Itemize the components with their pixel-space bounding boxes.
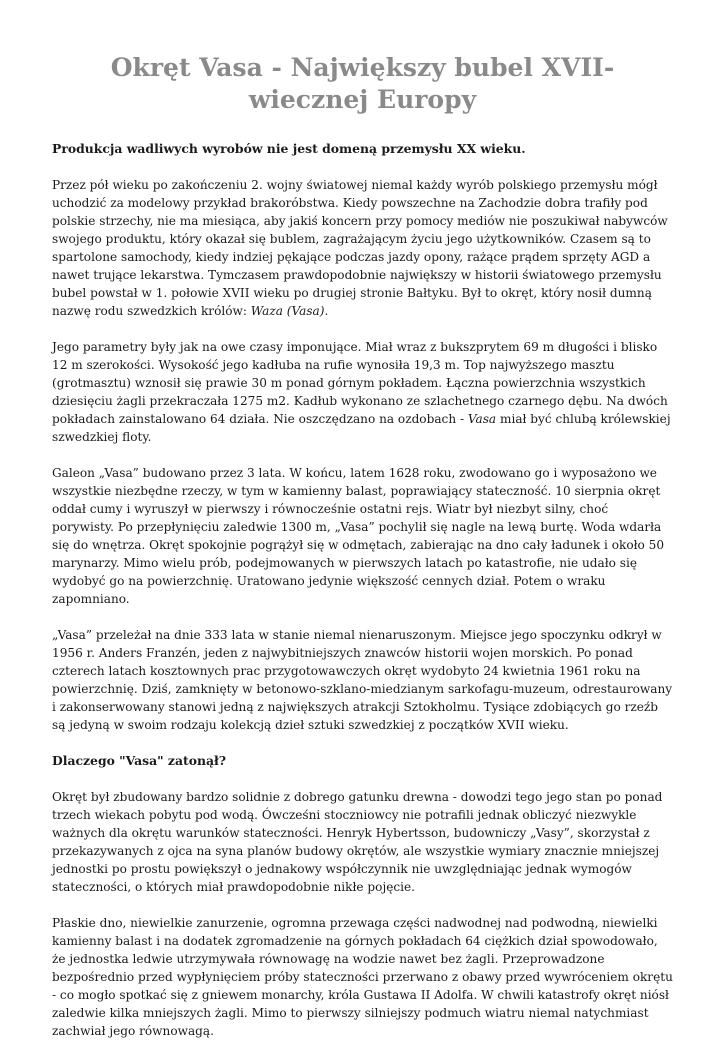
- paragraph-3: Galeon „Vasa” budowano przez 3 lata. W końcu, latem 1628 roku, zwodowano go i wyposażono we wszystkie niezbędne rzeczy, w tym w kamienny balast, poprawiający stateczność. 10 sierpnia okręt oddał cumy i wyruszył w pierwszy i równocześnie ostatni rejs. Wiatr był niezbyt silny, choć porywisty. Po przepłynięciu zaledwie 1300 m, „Vasa” pochylił się nagle na lewą burtę. Woda wdarła się do wnętrza. Okręt spokojnie pogrążył się w odmętach, zabierając na dno cały ładunek i około 50 marynarzy. Mimo wielu prób, podejmowanych w pierwszych latach po katastrofie, nie udało się wydobyć go na powierzchnię. Uratowano jedynie większość cennych dział. Potem o wraku zapomniano.: [52, 466, 665, 606]
- paragraph-4: „Vasa” przeleżał na dnie 333 lata w stanie niemal nienaruszonym. Miejsce jego spoczynku odkrył w 1956 r. Anders Franzén, jeden z najwybitniejszych znawców historii wojen morskich. Po ponad czterech latach kosztownych prac przygotowawczych okręt wydobyto 24 kwietnia 1961 roku na powierzchnię. Dziś, zamknięty w betonowo-szklano-miedzianym sarkofagu-muzeum, odrestaurowany i zakonserwowany stanowi jedną z największych atrakcji Sztokholmu. Tysiące zdobiących go rzeźb są jedyną w swoim rodzaju kolekcją dzieł sztuki szwedzkiej z początków XVII wieku.: [52, 628, 673, 732]
- paragraph-2-end: miał być chlubą królewskiej szwedzkiej floty.: [52, 412, 671, 444]
- paragraph-1-end: .: [324, 304, 329, 318]
- paragraph-2-italic: Vasa: [467, 412, 497, 426]
- paragraph-6: Płaskie dno, niewielkie zanurzenie, ogromna przewaga części nadwodnej nad podwodną, niewielki kamienny balast i na dodatek zgromadzenie na górnych pokładach 64 ciężkich dział spowodowało, że jednostka ledwie utrzymywała równowagę na wodzie nawet bez żagli. Przeprowadzone bezpośrednio przed wypłynięciem próby stateczności przerwano z obawy przed wywróceniem okrętu - co mogło spotkać się z gniewem monarchy, króla Gustawa II Adolfa. W chwili katastrofy okręt niósł zaledwie kilka mniejszych żagli. Mimo to pierwszy silniejszy podmuch wiatru niemal natychmiast zachwiał jego równowagą.: [52, 916, 673, 1038]
- page-title: Okręt Vasa - Największy bubel XVII-wiecznej Europy: [110, 53, 615, 114]
- paragraph-2: [52, 338, 673, 446]
- paragraph-1-italic: Waza (Vasa): [250, 304, 325, 318]
- paragraph-5: Okręt był zbudowany bardzo solidnie z dobrego gatunku drewna - dowodzi tego jego stan po ponad trzech wiekach pobytu pod wodą. Ówcześni stoczniowcy nie potrafili jednak obliczyć niezwykle ważnych dla okrętu warunków stateczności. Henryk Hybertsson, budowniczy „Vasy”, skorzystał z przekazywanych z ojca na syna planów budowy okrętów, ale wszystkie wymiary znacznie mniejszej jednostki po prostu powiększył o jednakowy współczynnik nie uwzględniając jednak wymogów stateczności, o których miał prawdopodobnie nikłe pojęcie.: [52, 790, 663, 894]
- lead-paragraph: Produkcja wadliwych wyrobów nie jest domeną przemysłu XX wieku.: [52, 141, 526, 156]
- paragraph-2-text: Jego parametry były jak na owe czasy imponujące. Miał wraz z bukszprytem 69 m długości i blisko 12 m szerokości. Wysokość jego kadłuba na rufie wynosiła 19,3 m. Top najwyższego masztu (grotmasztu) wznosił się prawie 30 m ponad górnym pokładem. Łączna powierzchnia wszystkich dziesięciu żagli przekraczała 1275 m2. Kadłub wykonano ze szlachetnego czarnego dębu. Na dwóch pokładach zainstalowano 64 działa. Nie oszczędzano na ozdobach -: [52, 340, 668, 426]
- section-heading: Dlaczego "Vasa" zatonął?: [52, 753, 227, 768]
- paragraph-1: [52, 176, 673, 320]
- paragraph-1-text: Przez pół wieku po zakończeniu 2. wojny światowej niemal każdy wyrób polskiego przemysłu mógł uchodzić za modelowy przykład brakoróbstwa. Kiedy powszechne na Zachodzie dobra trafiły pod polskie strzechy, nie ma miesiąca, aby jakiś koncern przy pomocy mediów nie poszukiwał nabywców swojego produktu, który okazał się bublem, zagrażającym życiu jego użytkowników. Czasem są to spartolone samochody, kiedy indziej pękające podczas jazdy opony, rażące prądem sprzęty AGD a nawet trujące lekarstwa. Tymczasem prawdopodobnie największy w historii światowego przemysłu bubel powstał w 1. połowie XVII wieku po drugiej stronie Bałtyku. Był to okręt, który nosił dumną nazwę rodu szwedzkich królów:: [52, 178, 668, 318]
